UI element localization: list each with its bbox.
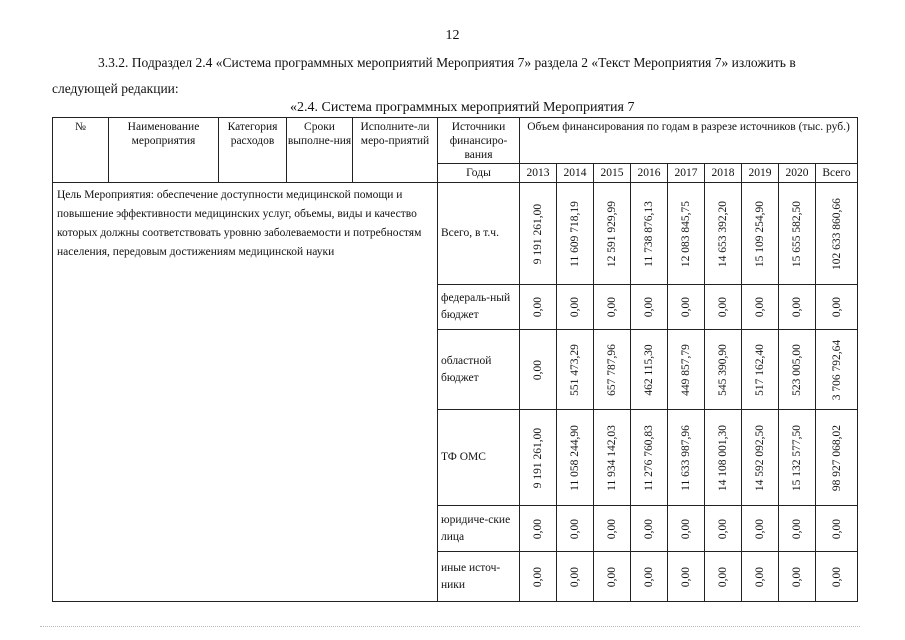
value-cell xyxy=(594,285,631,330)
year-header: Всего xyxy=(816,164,858,183)
value-text: 9 191 261,00 xyxy=(532,427,544,488)
value-text: 0,00 xyxy=(754,518,766,539)
year-header: 2020 xyxy=(779,164,816,183)
value-cell xyxy=(520,330,557,410)
year-header: 2016 xyxy=(631,164,668,183)
value-text: 0,00 xyxy=(569,296,581,318)
value-text: 11 738 876,13 xyxy=(643,200,655,267)
value-text: 0,00 xyxy=(643,296,655,318)
header-terms: Сроки выполне-ния xyxy=(287,118,353,183)
value-cell xyxy=(668,506,705,552)
value-cell xyxy=(594,410,631,506)
value-text: 11 276 760,83 xyxy=(643,424,655,491)
value-text: 0,00 xyxy=(680,566,692,587)
source-label: иные источ-ники xyxy=(438,552,520,602)
value-cell xyxy=(816,410,858,506)
year-header: 2018 xyxy=(705,164,742,183)
value-text: 0,00 xyxy=(680,518,692,539)
value-cell xyxy=(779,410,816,506)
value-cell xyxy=(520,183,557,285)
table-title: «2.4. Система программных мероприятий Мероприятия 7 xyxy=(290,100,635,115)
header-category: Категория расходов xyxy=(219,118,287,183)
value-text: 0,00 xyxy=(791,518,803,539)
value-text: 545 390,90 xyxy=(717,343,729,396)
value-cell xyxy=(779,330,816,410)
year-header: 2014 xyxy=(557,164,594,183)
value-cell xyxy=(594,552,631,602)
value-text: 14 592 092,50 xyxy=(754,424,766,491)
value-cell xyxy=(557,330,594,410)
value-cell xyxy=(779,183,816,285)
value-cell xyxy=(705,330,742,410)
value-cell xyxy=(816,330,858,410)
value-text: 0,00 xyxy=(643,566,655,587)
value-text: 0,00 xyxy=(606,518,618,539)
source-label: Всего, в т.ч. xyxy=(438,183,520,285)
value-cell xyxy=(742,285,779,330)
value-text: 0,00 xyxy=(717,566,729,587)
year-header: 2019 xyxy=(742,164,779,183)
value-cell xyxy=(520,285,557,330)
value-cell xyxy=(668,285,705,330)
value-text: 0,00 xyxy=(532,359,544,380)
value-text: 0,00 xyxy=(754,566,766,587)
value-cell xyxy=(594,330,631,410)
value-text: 0,00 xyxy=(569,566,581,587)
page-edge-dots xyxy=(40,626,860,627)
value-text: 0,00 xyxy=(606,296,618,318)
value-cell xyxy=(742,506,779,552)
value-cell xyxy=(631,183,668,285)
value-text: 11 633 987,96 xyxy=(680,424,692,491)
header-sources: Источники финансиро-вания xyxy=(438,118,520,164)
value-text: 0,00 xyxy=(643,518,655,539)
value-cell xyxy=(816,552,858,602)
value-text: 0,00 xyxy=(717,518,729,539)
financing-table xyxy=(52,117,858,602)
value-text: 0,00 xyxy=(569,518,581,539)
value-cell xyxy=(668,552,705,602)
value-cell xyxy=(594,506,631,552)
value-text: 15 132 577,50 xyxy=(791,424,803,491)
value-cell xyxy=(520,506,557,552)
value-text: 0,00 xyxy=(830,566,843,587)
value-text: 0,00 xyxy=(830,518,843,539)
value-text: 449 857,79 xyxy=(680,343,692,396)
header-num: № xyxy=(53,118,109,183)
value-text: 551 473,29 xyxy=(569,343,581,396)
value-cell xyxy=(779,285,816,330)
value-cell xyxy=(705,552,742,602)
table-row xyxy=(53,183,858,285)
value-text: 657 787,96 xyxy=(606,343,618,396)
value-cell xyxy=(816,506,858,552)
value-cell xyxy=(742,410,779,506)
value-cell xyxy=(742,183,779,285)
value-cell xyxy=(520,552,557,602)
value-cell xyxy=(816,285,858,330)
value-cell xyxy=(742,330,779,410)
value-cell xyxy=(779,552,816,602)
value-text: 0,00 xyxy=(532,566,544,587)
value-text: 3 706 792,64 xyxy=(830,339,843,400)
value-cell xyxy=(705,285,742,330)
source-label: федераль-ный бюджет xyxy=(438,285,520,330)
value-text: 0,00 xyxy=(717,296,729,318)
value-text: 15 655 582,50 xyxy=(791,200,803,267)
value-text: 0,00 xyxy=(830,296,843,318)
header-years-label: Годы xyxy=(438,164,520,183)
value-cell xyxy=(557,552,594,602)
value-text: 11 609 718,19 xyxy=(569,200,581,267)
value-text: 0,00 xyxy=(606,566,618,587)
value-cell xyxy=(557,506,594,552)
value-cell xyxy=(520,410,557,506)
value-text: 523 005,00 xyxy=(791,343,803,396)
value-cell xyxy=(631,285,668,330)
value-cell xyxy=(668,183,705,285)
header-name: Наименование мероприятия xyxy=(109,118,219,183)
year-header: 2015 xyxy=(594,164,631,183)
value-text: 102 633 860,66 xyxy=(830,197,843,270)
value-text: 14 108 001,30 xyxy=(717,424,729,491)
source-label: ТФ ОМС xyxy=(438,410,520,506)
value-text: 15 109 254,90 xyxy=(754,200,766,267)
value-text: 0,00 xyxy=(791,296,803,318)
value-text: 12 083 845,75 xyxy=(680,200,692,267)
value-cell xyxy=(631,552,668,602)
source-label: юридиче-ские лица xyxy=(438,506,520,552)
value-cell xyxy=(668,330,705,410)
value-cell xyxy=(631,330,668,410)
value-text: 517 162,40 xyxy=(754,343,766,396)
value-text: 9 191 261,00 xyxy=(532,203,544,264)
value-cell xyxy=(631,506,668,552)
goal-text: Цель Мероприятия: обеспечение доступности медицинской помощи и повышение эффективности медицинских услуг, объемы, виды и качество которых должны соответствовать уровню заболеваемости и потребностям населения, передовым достижениям медицинской науки xyxy=(53,183,438,602)
value-text: 462 115,30 xyxy=(643,343,655,396)
source-label: областной бюджет xyxy=(438,330,520,410)
value-cell xyxy=(742,552,779,602)
value-cell xyxy=(631,410,668,506)
value-cell xyxy=(557,183,594,285)
header-executors: Исполните-ли меро-приятий xyxy=(353,118,438,183)
value-text: 0,00 xyxy=(754,296,766,318)
value-text: 0,00 xyxy=(532,296,544,318)
value-cell xyxy=(779,506,816,552)
value-cell xyxy=(705,410,742,506)
year-header: 2013 xyxy=(520,164,557,183)
value-cell xyxy=(668,410,705,506)
value-text: 0,00 xyxy=(680,296,692,318)
page-number: 12 xyxy=(445,28,460,43)
value-cell xyxy=(705,506,742,552)
intro-paragraph: 3.3.2. Подраздел 2.4 «Система программных мероприятий Мероприятия 7» раздела 2 «Текст Мероприятия 7» изложить в следующей редакции: xyxy=(52,55,796,96)
value-cell xyxy=(705,183,742,285)
value-text: 11 934 142,03 xyxy=(606,424,618,491)
value-cell xyxy=(557,285,594,330)
value-cell xyxy=(816,183,858,285)
value-text: 11 058 244,90 xyxy=(569,424,581,491)
header-volume: Объем финансирования по годам в разрезе источников (тыс. руб.) xyxy=(520,118,858,164)
value-cell xyxy=(594,183,631,285)
value-text: 98 927 068,02 xyxy=(830,424,843,491)
value-text: 0,00 xyxy=(791,566,803,587)
year-header: 2017 xyxy=(668,164,705,183)
value-cell xyxy=(557,410,594,506)
value-text: 12 591 929,99 xyxy=(606,200,618,267)
value-text: 0,00 xyxy=(532,518,544,539)
value-text: 14 653 392,20 xyxy=(717,200,729,267)
